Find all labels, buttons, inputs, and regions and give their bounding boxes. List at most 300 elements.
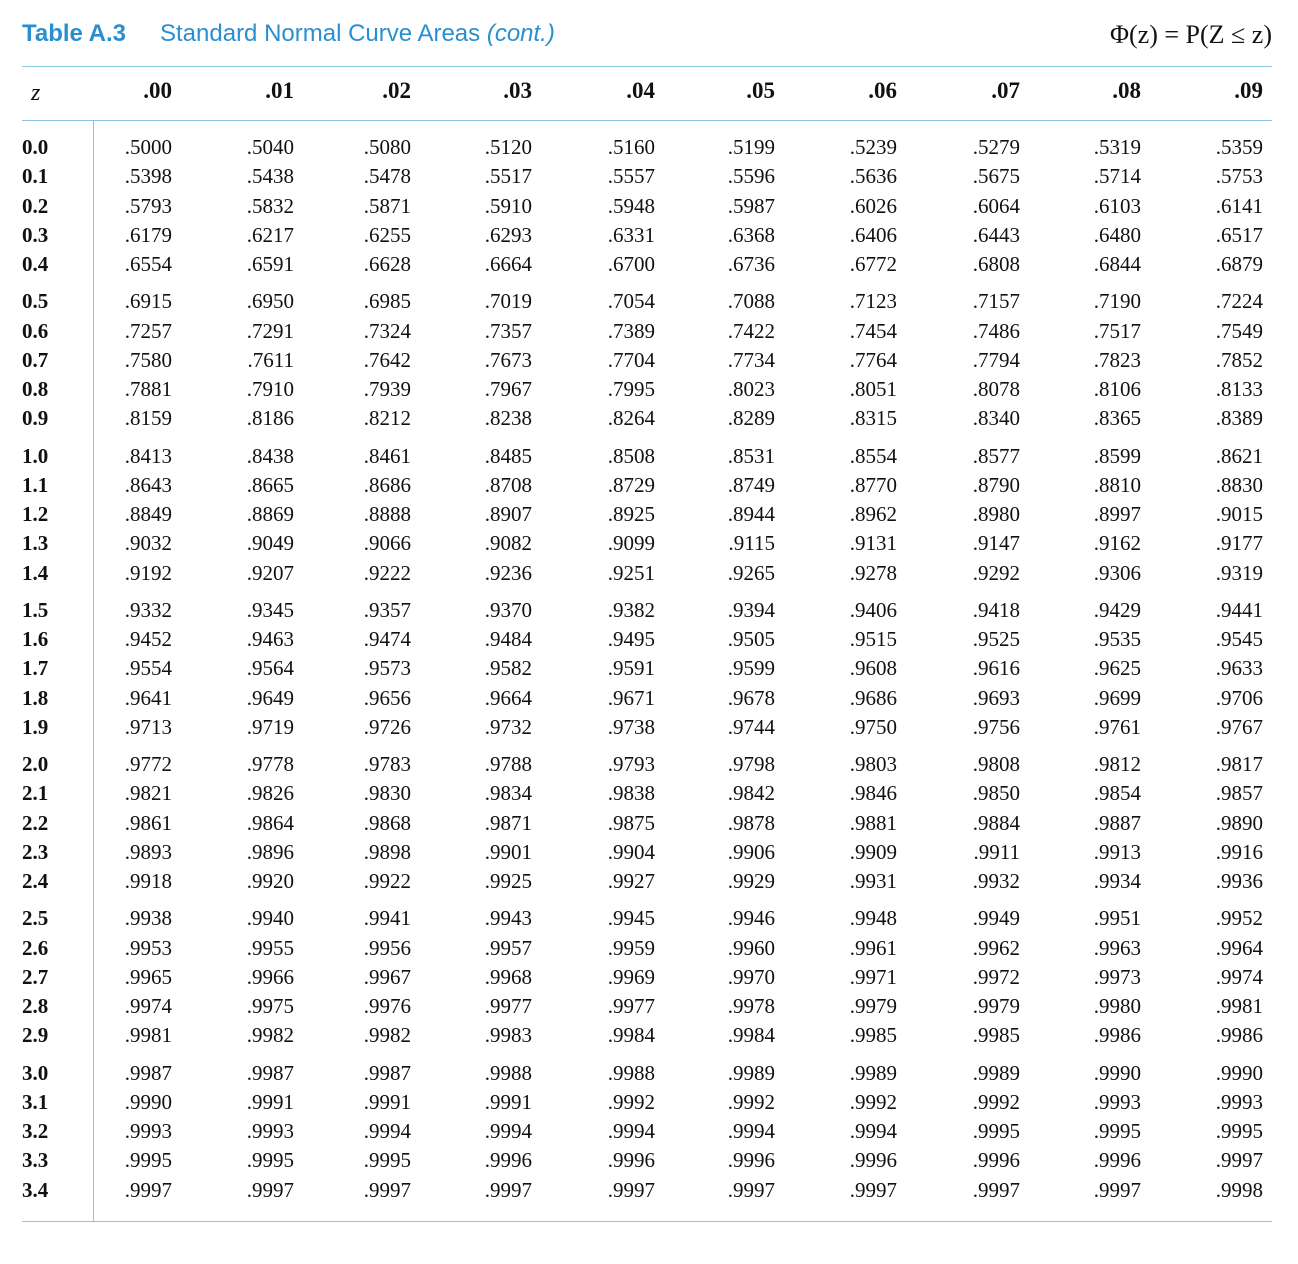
- table-cell: .7486: [972, 318, 1020, 343]
- table-cell: .9382: [607, 597, 655, 622]
- table-cell: .9997: [607, 1177, 655, 1202]
- table-cell: .7422: [727, 318, 775, 343]
- table-cell: .9251: [607, 560, 655, 585]
- table-cell: .9878: [727, 810, 775, 835]
- table-cell: .6141: [1215, 193, 1263, 218]
- table-cell: .8997: [1093, 502, 1141, 526]
- table-cell: .9236: [484, 560, 532, 585]
- table-cell: .9495: [607, 627, 655, 651]
- table-cell: .9986: [1215, 1023, 1263, 1048]
- table-cell: .8554: [849, 443, 897, 468]
- table-cell: .6554: [124, 252, 172, 276]
- table-cell: .9418: [972, 597, 1020, 622]
- table-cell: .9686: [849, 685, 897, 710]
- table-cell: .9956: [363, 935, 411, 960]
- table-cell: .7967: [484, 377, 532, 401]
- table-cell: .9985: [972, 1023, 1020, 1048]
- table-cell: .9591: [607, 656, 655, 681]
- bottom-rule: [22, 1221, 1272, 1222]
- z-value: 0.7: [22, 347, 49, 372]
- table-cell: .9978: [727, 994, 775, 1018]
- table-cell: .9131: [849, 531, 897, 556]
- table-cell: .9948: [849, 906, 897, 931]
- table-cell: .9940: [246, 906, 294, 931]
- table-cell: .7852: [1215, 347, 1263, 372]
- table-cell: .9616: [972, 656, 1020, 681]
- table-cell: .8790: [972, 472, 1020, 497]
- table-cell: .9997: [849, 1177, 897, 1202]
- table-cell: .8643: [124, 472, 172, 497]
- table-cell: .9732: [484, 714, 532, 739]
- table-cell: .9901: [484, 839, 532, 864]
- table-cell: .9082: [484, 531, 532, 556]
- z-value: 1.5: [22, 597, 49, 622]
- table-cell: .7324: [363, 318, 411, 343]
- table-cell: .9965: [124, 964, 172, 989]
- table-cell: .8770: [849, 472, 897, 497]
- table-cell: .9896: [246, 839, 294, 864]
- table-cell: .9981: [124, 1023, 172, 1048]
- table-cell: .9973: [1093, 964, 1141, 989]
- table-cell: .9625: [1093, 656, 1141, 681]
- table-cell: .7389: [607, 318, 655, 343]
- table-cell: .9971: [849, 964, 897, 989]
- table-cell: .7517: [1093, 318, 1141, 343]
- table-cell: .9996: [607, 1148, 655, 1173]
- column-header: .09: [1234, 78, 1263, 103]
- table-cell: .5832: [246, 193, 294, 218]
- table-cell: .9793: [607, 752, 655, 776]
- table-cell: .9545: [1215, 627, 1263, 651]
- table-cell: .7580: [124, 347, 172, 372]
- table-cell: .6406: [849, 222, 897, 247]
- table-cell: .9463: [246, 627, 294, 651]
- table-cell: .9987: [124, 1060, 172, 1085]
- table-cell: .5557: [607, 164, 655, 189]
- table-cell: .7054: [607, 289, 655, 314]
- table-cell: .9868: [363, 810, 411, 835]
- table-cell: .6368: [727, 222, 775, 247]
- table-cell: .6517: [1215, 222, 1263, 247]
- table-cell: .9989: [972, 1060, 1020, 1085]
- table-cell: .7881: [124, 377, 172, 401]
- table-cell: .8577: [972, 443, 1020, 468]
- table-cell: .8980: [972, 502, 1020, 526]
- table-cell: .9988: [484, 1060, 532, 1085]
- table-cell: .9893: [124, 839, 172, 864]
- table-cell: .9953: [124, 935, 172, 960]
- table-cell: .9943: [484, 906, 532, 931]
- table-cell: .9997: [972, 1177, 1020, 1202]
- table-title: [160, 20, 555, 48]
- table-cell: .9484: [484, 627, 532, 651]
- table-cell: .9955: [246, 935, 294, 960]
- table-cell: .7257: [124, 318, 172, 343]
- table-cell: .9015: [1215, 502, 1263, 526]
- table-cell: .9633: [1215, 656, 1263, 681]
- table-cell: .9857: [1215, 781, 1263, 806]
- table-cell: .9977: [607, 994, 655, 1018]
- z-value: 2.1: [22, 781, 49, 806]
- z-value: 2.4: [22, 869, 49, 893]
- table-cell: .8315: [849, 406, 897, 431]
- table-cell: .9982: [246, 1023, 294, 1048]
- table-cell: .9922: [363, 869, 411, 893]
- column-header: .03: [503, 78, 532, 103]
- z-value: 0.0: [22, 135, 49, 159]
- z-value: 2.6: [22, 935, 49, 960]
- table-cell: .9115: [728, 531, 775, 556]
- z-value: 2.3: [22, 839, 49, 864]
- table-cell: .9969: [607, 964, 655, 989]
- table-cell: .9719: [246, 714, 294, 739]
- table-cell: .9817: [1215, 752, 1263, 776]
- table-number: Table A.3: [22, 20, 127, 47]
- z-value: 2.5: [22, 906, 49, 931]
- table-cell: .5160: [607, 135, 655, 159]
- table-cell: .7734: [727, 347, 775, 372]
- z-value: 0.4: [22, 252, 49, 276]
- z-value: 0.5: [22, 289, 49, 314]
- table-cell: .8749: [727, 472, 775, 497]
- table-cell: .9980: [1093, 994, 1141, 1018]
- table-cell: .5910: [484, 193, 532, 218]
- table-cell: .9535: [1093, 627, 1141, 651]
- table-cell: .8888: [363, 502, 411, 526]
- table-cell: .8830: [1215, 472, 1263, 497]
- table-cell: .5636: [849, 164, 897, 189]
- table-cell: .9981: [1215, 994, 1263, 1018]
- table-cell: .7190: [1093, 289, 1141, 314]
- table-cell: .7357: [484, 318, 532, 343]
- table-cell: .7019: [484, 289, 532, 314]
- table-cell: .8023: [727, 377, 775, 401]
- table-cell: .9977: [484, 994, 532, 1018]
- table-cell: .6628: [363, 252, 411, 276]
- z-value: 0.9: [22, 406, 49, 431]
- table-cell: .7123: [849, 289, 897, 314]
- z-value: 3.2: [22, 1119, 49, 1143]
- z-value: 0.2: [22, 193, 49, 218]
- table-cell: .8869: [246, 502, 294, 526]
- z-value: 1.1: [22, 472, 49, 497]
- table-cell: .8599: [1093, 443, 1141, 468]
- table-cell: .5398: [124, 164, 172, 189]
- table-cell: .9927: [607, 869, 655, 893]
- table-cell: .7454: [849, 318, 897, 343]
- table-cell: .7291: [246, 318, 294, 343]
- table-cell: .9207: [246, 560, 294, 585]
- table-cell: .8686: [363, 472, 411, 497]
- table-cell: .9961: [849, 935, 897, 960]
- table-cell: .8289: [727, 406, 775, 431]
- table-cell: .9826: [246, 781, 294, 806]
- z-value: 0.1: [22, 164, 49, 189]
- z-value: 2.0: [22, 752, 49, 776]
- table-cell: .9898: [363, 839, 411, 864]
- table-cell: .9515: [849, 627, 897, 651]
- table-cell: .6985: [363, 289, 411, 314]
- table-cell: .9974: [1215, 964, 1263, 989]
- table-cell: .9941: [363, 906, 411, 931]
- table-cell: .5675: [972, 164, 1020, 189]
- table-title-text: Standard Normal Curve Areas: [160, 20, 481, 47]
- table-cell: .5000: [124, 135, 172, 159]
- table-cell: .8708: [484, 472, 532, 497]
- table-cell: .6772: [849, 252, 897, 276]
- table-cell: .9946: [727, 906, 775, 931]
- table-cell: .8212: [363, 406, 411, 431]
- table-title-cont: (cont.): [486, 20, 555, 47]
- table-cell: .7157: [972, 289, 1020, 314]
- table-cell: .6664: [484, 252, 532, 276]
- table-cell: .8186: [246, 406, 294, 431]
- top-rule: [22, 66, 1272, 67]
- table-cell: .9319: [1215, 560, 1263, 585]
- table-cell: .8907: [484, 502, 532, 526]
- table-cell: .9979: [972, 994, 1020, 1018]
- column-header: .08: [1112, 78, 1141, 103]
- table-cell: .9993: [246, 1119, 294, 1143]
- table-cell: .9192: [124, 560, 172, 585]
- table-cell: .5517: [484, 164, 532, 189]
- table-cell: .9656: [363, 685, 411, 710]
- table-cell: .9990: [1215, 1060, 1263, 1085]
- table-cell: .9441: [1215, 597, 1263, 622]
- table-cell: .6480: [1093, 222, 1141, 247]
- table-cell: .5080: [363, 135, 411, 159]
- table-cell: .9972: [972, 964, 1020, 989]
- table-cell: .9713: [124, 714, 172, 739]
- table-cell: .9952: [1215, 906, 1263, 931]
- table-cell: .8159: [124, 406, 172, 431]
- table-cell: .9995: [1093, 1119, 1141, 1143]
- table-cell: .7704: [607, 347, 655, 372]
- table-cell: .6443: [972, 222, 1020, 247]
- table-cell: .6331: [607, 222, 655, 247]
- table-cell: .8106: [1093, 377, 1141, 401]
- table-cell: .9995: [124, 1148, 172, 1173]
- z-value: 0.6: [22, 318, 49, 343]
- table-cell: .8461: [363, 443, 411, 468]
- table-cell: .5793: [124, 193, 172, 218]
- table-cell: .8051: [849, 377, 897, 401]
- z-value: 1.2: [22, 502, 49, 526]
- table-cell: .6255: [363, 222, 411, 247]
- table-cell: .9474: [363, 627, 411, 651]
- table-cell: .8078: [972, 377, 1020, 401]
- table-cell: .9982: [363, 1023, 411, 1048]
- table-cell: .5239: [849, 135, 897, 159]
- table-cell: .9429: [1093, 597, 1141, 622]
- table-cell: .9846: [849, 781, 897, 806]
- table-cell: .6179: [124, 222, 172, 247]
- table-cell: .9573: [363, 656, 411, 681]
- table-cell: .9994: [484, 1119, 532, 1143]
- z-value: 3.3: [22, 1148, 49, 1173]
- table-cell: .7910: [246, 377, 294, 401]
- table-cell: .5279: [972, 135, 1020, 159]
- table-cell: .9949: [972, 906, 1020, 931]
- table-cell: .9671: [607, 685, 655, 710]
- table-cell: .8264: [607, 406, 655, 431]
- table-cell: .6700: [607, 252, 655, 276]
- table-cell: .9996: [484, 1148, 532, 1173]
- table-cell: .6808: [972, 252, 1020, 276]
- z-value: 3.4: [22, 1177, 49, 1202]
- table-cell: .9998: [1215, 1177, 1263, 1202]
- table-cell: .9984: [607, 1023, 655, 1048]
- table-cell: .9783: [363, 752, 411, 776]
- column-header: .02: [382, 78, 411, 103]
- table-cell: .6217: [246, 222, 294, 247]
- table-cell: .9564: [246, 656, 294, 681]
- table-cell: .9967: [363, 964, 411, 989]
- table-cell: .9357: [363, 597, 411, 622]
- table-cell: .9890: [1215, 810, 1263, 835]
- table-cell: .7764: [849, 347, 897, 372]
- table-cell: .9960: [727, 935, 775, 960]
- table-cell: .9916: [1215, 839, 1263, 864]
- table-cell: .9909: [849, 839, 897, 864]
- table-cell: .9957: [484, 935, 532, 960]
- table-cell: .9984: [727, 1023, 775, 1048]
- table-cell: .9975: [246, 994, 294, 1018]
- table-cell: .9778: [246, 752, 294, 776]
- table-cell: .9911: [973, 839, 1020, 864]
- table-cell: .9177: [1215, 531, 1263, 556]
- table-cell: .9968: [484, 964, 532, 989]
- table-cell: .9931: [849, 869, 897, 893]
- table-cell: .9989: [849, 1060, 897, 1085]
- table-cell: .9292: [972, 560, 1020, 585]
- table-cell: .9997: [727, 1177, 775, 1202]
- header-rule: [22, 120, 1272, 121]
- table-cell: .9345: [246, 597, 294, 622]
- table-cell: .9265: [727, 560, 775, 585]
- table-cell: .5987: [727, 193, 775, 218]
- table-cell: .6026: [849, 193, 897, 218]
- z-value: 1.7: [22, 656, 49, 681]
- table-cell: .9871: [484, 810, 532, 835]
- table-cell: .9994: [363, 1119, 411, 1143]
- table-cell: .9991: [484, 1089, 532, 1114]
- table-cell: .7823: [1093, 347, 1141, 372]
- table-cell: .9049: [246, 531, 294, 556]
- table-cell: .9970: [727, 964, 775, 989]
- table-cell: .9066: [363, 531, 411, 556]
- table-cell: .8438: [246, 443, 294, 468]
- table-cell: .6293: [484, 222, 532, 247]
- table-cell: .8508: [607, 443, 655, 468]
- table-cell: .9699: [1093, 685, 1141, 710]
- table-cell: .9992: [607, 1089, 655, 1114]
- table-cell: .5948: [607, 193, 655, 218]
- table-cell: .5478: [363, 164, 411, 189]
- table-cell: .9983: [484, 1023, 532, 1048]
- table-cell: .9992: [727, 1089, 775, 1114]
- table-cell: .9278: [849, 560, 897, 585]
- table-cell: .8621: [1215, 443, 1263, 468]
- z-value: 3.0: [22, 1060, 49, 1085]
- table-cell: .9991: [246, 1089, 294, 1114]
- table-cell: .9525: [972, 627, 1020, 651]
- table-cell: .9964: [1215, 935, 1263, 960]
- table-cell: .9962: [972, 935, 1020, 960]
- z-value: 2.9: [22, 1023, 49, 1048]
- table-cell: .7088: [727, 289, 775, 314]
- table-cell: .9812: [1093, 752, 1141, 776]
- table-cell: .5596: [727, 164, 775, 189]
- table-cell: .9834: [484, 781, 532, 806]
- table-cell: .5319: [1093, 135, 1141, 159]
- table-cell: .8485: [484, 443, 532, 468]
- table-cell: .6879: [1215, 252, 1263, 276]
- table-cell: .9997: [246, 1177, 294, 1202]
- table-cell: .9991: [363, 1089, 411, 1114]
- table-cell: .9986: [1093, 1023, 1141, 1048]
- table-cell: .9997: [1215, 1148, 1263, 1173]
- table-cell: .6103: [1093, 193, 1141, 218]
- table-cell: .7642: [363, 347, 411, 372]
- table-cell: .9761: [1093, 714, 1141, 739]
- table-cell: .7939: [363, 377, 411, 401]
- table-cell: .9744: [727, 714, 775, 739]
- table-cell: .9452: [124, 627, 172, 651]
- table-cell: .9608: [849, 656, 897, 681]
- table-cell: .9738: [607, 714, 655, 739]
- table-cell: .9995: [246, 1148, 294, 1173]
- table-cell: .9803: [849, 752, 897, 776]
- table-cell: .9936: [1215, 869, 1263, 893]
- table-cell: .9996: [972, 1148, 1020, 1173]
- table-cell: .9599: [727, 656, 775, 681]
- table-cell: .5040: [246, 135, 294, 159]
- table-cell: .9990: [124, 1089, 172, 1114]
- table-cell: .9997: [484, 1177, 532, 1202]
- table-cell: .9974: [124, 994, 172, 1018]
- table-cell: .9990: [1093, 1060, 1141, 1085]
- table-cell: .9997: [124, 1177, 172, 1202]
- table-cell: .9996: [849, 1148, 897, 1173]
- table-cell: .9332: [124, 597, 172, 622]
- table-cell: .9881: [849, 810, 897, 835]
- table-cell: .7794: [972, 347, 1020, 372]
- table-cell: .7549: [1215, 318, 1263, 343]
- table-cell: .9861: [124, 810, 172, 835]
- column-header: .07: [991, 78, 1020, 103]
- table-cell: .8133: [1215, 377, 1263, 401]
- table-cell: .9992: [849, 1089, 897, 1114]
- table-cell: .9994: [727, 1119, 775, 1143]
- table-cell: .8925: [607, 502, 655, 526]
- table-cell: .5753: [1215, 164, 1263, 189]
- table-cell: .9995: [1215, 1119, 1263, 1143]
- table-cell: .9099: [607, 531, 655, 556]
- table-cell: .9920: [246, 869, 294, 893]
- table-cell: .9996: [727, 1148, 775, 1173]
- z-value: 2.8: [22, 994, 49, 1018]
- table-cell: .9979: [849, 994, 897, 1018]
- table-cell: .8944: [727, 502, 775, 526]
- table-cell: .9406: [849, 597, 897, 622]
- table-cell: .8365: [1093, 406, 1141, 431]
- table-cell: .9994: [607, 1119, 655, 1143]
- table-cell: .6950: [246, 289, 294, 314]
- table-cell: .9830: [363, 781, 411, 806]
- table-cell: .9306: [1093, 560, 1141, 585]
- table-cell: .9788: [484, 752, 532, 776]
